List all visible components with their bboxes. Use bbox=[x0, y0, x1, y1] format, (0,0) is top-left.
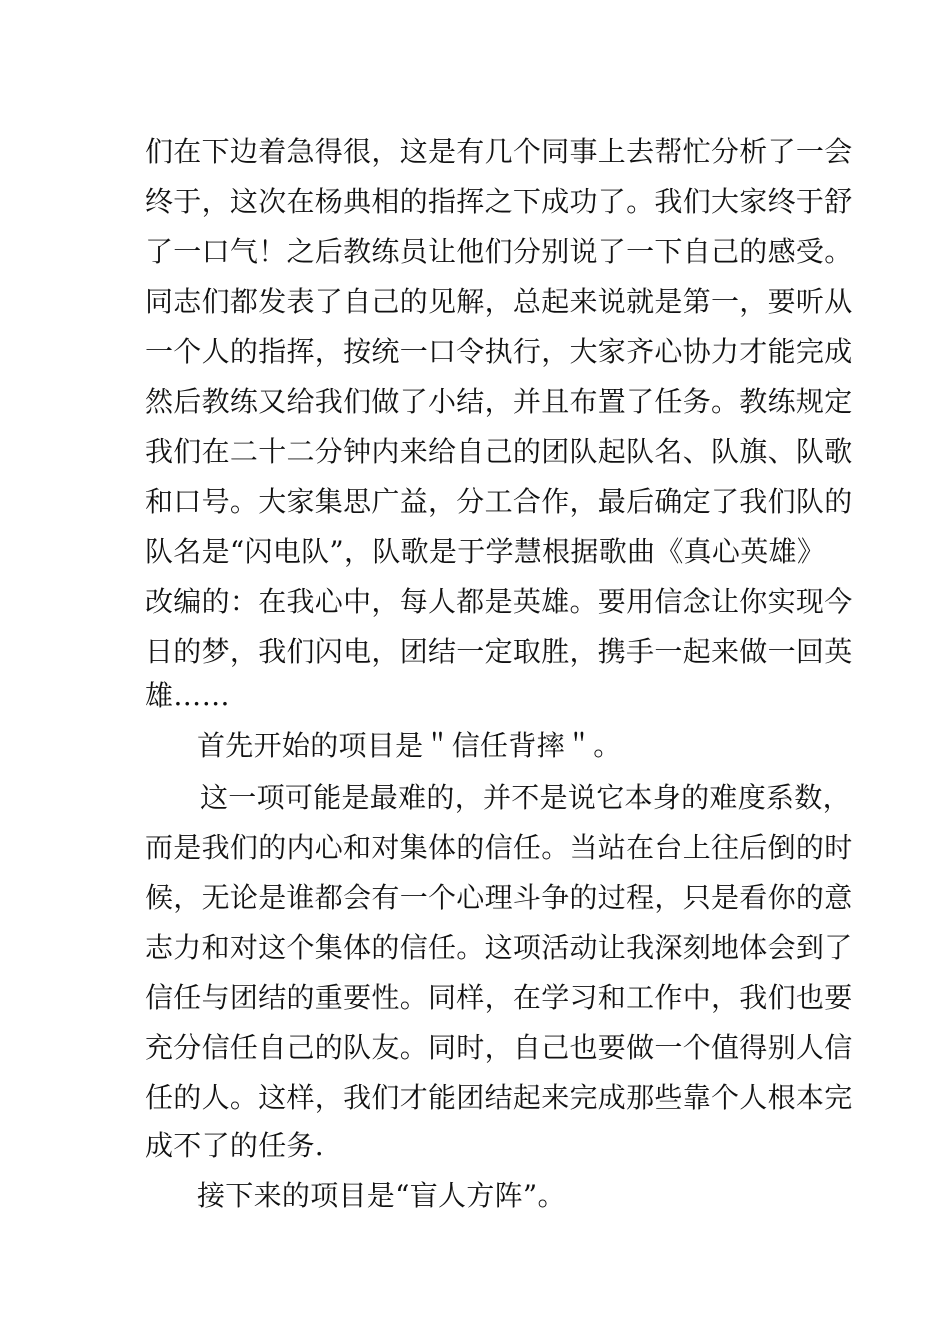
text-line: 然后教练又给我们做了小结，并且布置了任务。教练规定 bbox=[145, 385, 853, 418]
text-line: 候，无论是谁都会有一个心理斗争的过程，只是看你的意 bbox=[145, 881, 853, 914]
text-line: 们在下边着急得很，这是有几个同事上去帮忙分析了一会 bbox=[145, 135, 853, 168]
text-line: 同志们都发表了自己的见解，总起来说就是第一，要听从 bbox=[145, 285, 853, 318]
paragraph-heading: 首先开始的项目是＂信任背摔＂。 bbox=[197, 729, 622, 762]
text-line: 了一口气！之后教练员让他们分别说了一下自己的感受。 bbox=[145, 235, 853, 268]
text-line: 任的人。这样，我们才能团结起来完成那些靠个人根本完 bbox=[145, 1081, 853, 1114]
text-line: 雄…… bbox=[145, 679, 230, 712]
text-line: 而是我们的内心和对集体的信任。当站在台上往后倒的时 bbox=[145, 831, 853, 864]
text-line: 终于，这次在杨典相的指挥之下成功了。我们大家终于舒 bbox=[145, 185, 853, 218]
text-line: 志力和对这个集体的信任。这项活动让我深刻地体会到了 bbox=[145, 931, 853, 964]
text-line: 和口号。大家集思广益，分工合作，最后确定了我们队的 bbox=[145, 485, 853, 518]
text-line: 充分信任自己的队友。同时，自己也要做一个值得别人信 bbox=[145, 1031, 853, 1064]
text-line: 队名是“闪电队”，队歌是于学慧根据歌曲《真心英雄》 bbox=[145, 535, 826, 568]
paragraph-heading: 接下来的项目是“盲人方阵”。 bbox=[197, 1179, 566, 1212]
text-line: 一个人的指挥，按统一口令执行，大家齐心协力才能完成 bbox=[145, 335, 853, 368]
text-line: 日的梦，我们闪电，团结一定取胜，携手一起来做一回英 bbox=[145, 635, 853, 668]
text-line: 成不了的任务. bbox=[145, 1129, 325, 1162]
text-line: 信任与团结的重要性。同样，在学习和工作中，我们也要 bbox=[145, 981, 853, 1014]
text-line: 改编的：在我心中，每人都是英雄。要用信念让你实现今 bbox=[145, 585, 853, 618]
text-line: 这一项可能是最难的，并不是说它本身的难度系数， bbox=[200, 781, 851, 814]
text-line: 我们在二十二分钟内来给自己的团队起队名、队旗、队歌 bbox=[145, 435, 853, 468]
